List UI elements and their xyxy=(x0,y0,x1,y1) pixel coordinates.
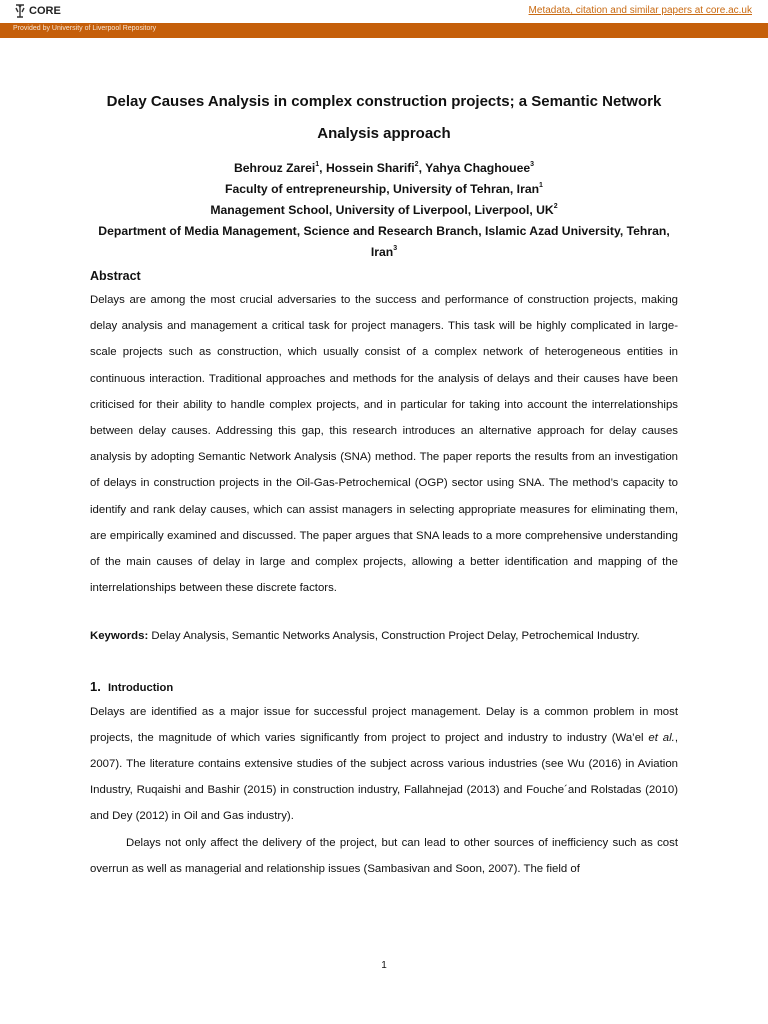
core-metadata-link[interactable]: Metadata, citation and similar papers at core.ac.uk xyxy=(528,5,752,16)
affiliation-text: Faculty of entrepreneurship, University of Tehran, Iran xyxy=(225,182,540,196)
affiliation-text: Management School, University of Liverpool, Liverpool, UK xyxy=(210,203,554,217)
author-block xyxy=(90,158,678,263)
affiliation-sup: 2 xyxy=(553,203,558,210)
affiliation-text: Department of Media Management, Science and Research Branch, Islamic Azad University, Tehran, Iran xyxy=(98,224,670,259)
core-logo-icon xyxy=(14,3,26,19)
introduction-paragraph-2: Delays not only affect the delivery of the project, but can lead to other sources of inefficiency such as cost overrun as well as managerial and relationship issues (Sambasivan and Soon, 2007). The field of xyxy=(90,836,678,875)
affiliation-line xyxy=(90,221,678,263)
section-title: Introduction xyxy=(107,681,174,694)
abstract-text: Delays are among the most crucial adversaries to the success and performance of construction projects, making delay analysis and management a critical task for project managers. This task will be highly complicated in large-scale projects such as construction, which usually consist of a complex network of heterogeneous entities in continuous interaction. Traditional approaches and methods for the analysis of delays and their causes have been criticised for their ability to handle complex projects, and in particular for taking into account the interrelationships between delay causes. Addressing this gap, this research introduces an alternative approach for delay causes analysis by adopting Semantic Network Analysis (SNA) method. The paper reports the results from an investigation of delays in construction projects in the Oil-Gas-Petrochemical (OGP) sector using SNA. The method’s capacity to identify and rank delay causes, which can assist managers in selecting appropriate measures for eliminating them, are empirically examined and discussed. The paper argues that SNA leads to a more comprehensive understanding of the main causes of delay in large and complex projects, allowing a better identification and mapping of the interrelationships between these discrete factors. xyxy=(90,294,678,595)
affiliation-sup: 3 xyxy=(393,245,398,252)
core-logo[interactable] xyxy=(14,3,61,19)
paper-page xyxy=(90,86,678,882)
paper-title: Delay Causes Analysis in complex construction projects; a Semantic Network Analysis approach xyxy=(106,93,662,142)
repository-provided-by: Provided by University of Liverpool Repository xyxy=(13,25,157,32)
keywords-paragraph xyxy=(90,623,678,649)
author-separator: , xyxy=(418,161,426,175)
author-affiliation-sup: 1 xyxy=(315,161,320,168)
repository-banner xyxy=(0,23,768,38)
introduction-heading xyxy=(90,676,678,699)
abstract-heading: Abstract xyxy=(90,269,141,283)
core-header-bar xyxy=(0,0,768,24)
author-name: Behrouz Zarei xyxy=(233,161,316,175)
intro-text: , 2007). The literature contains extensive studies of the subject across various industries (see Wu (2016) in Aviation Industry, Ruqaishi and Bashir (2015) in construction industry, Fallahnejad (2013) and Fouche´and Rolstadas (2010) and Dey (2012) in Oil and Gas industry). xyxy=(90,731,678,823)
author-name: Hossein Sharifi xyxy=(325,161,415,175)
introduction-paragraph-1 xyxy=(90,699,678,830)
section-number: 1. xyxy=(90,678,101,694)
author-affiliation-sup: 2 xyxy=(414,161,419,168)
keywords-text: Delay Analysis, Semantic Networks Analysis, Construction Project Delay, Petrochemical Industry. xyxy=(151,630,640,643)
affiliation-sup: 1 xyxy=(539,182,543,189)
page-number: 1 xyxy=(381,960,387,971)
author-affiliation-sup: 3 xyxy=(530,161,535,168)
keywords-label: Keywords: xyxy=(90,630,149,643)
affiliation-line xyxy=(90,200,678,221)
author-separator: , xyxy=(319,161,326,175)
author-line xyxy=(90,158,678,179)
author-name: Yahya Chaghouee xyxy=(425,161,531,175)
intro-text: Delays are identified as a major issue for successful project management. Delay is a common problem in most projects, the magnitude of which varies significantly from project to project and industry to industry (Wa’el xyxy=(90,705,678,744)
intro-italic: et al. xyxy=(648,731,675,744)
core-logo-text: CORE xyxy=(29,5,61,17)
affiliation-line xyxy=(90,179,678,200)
